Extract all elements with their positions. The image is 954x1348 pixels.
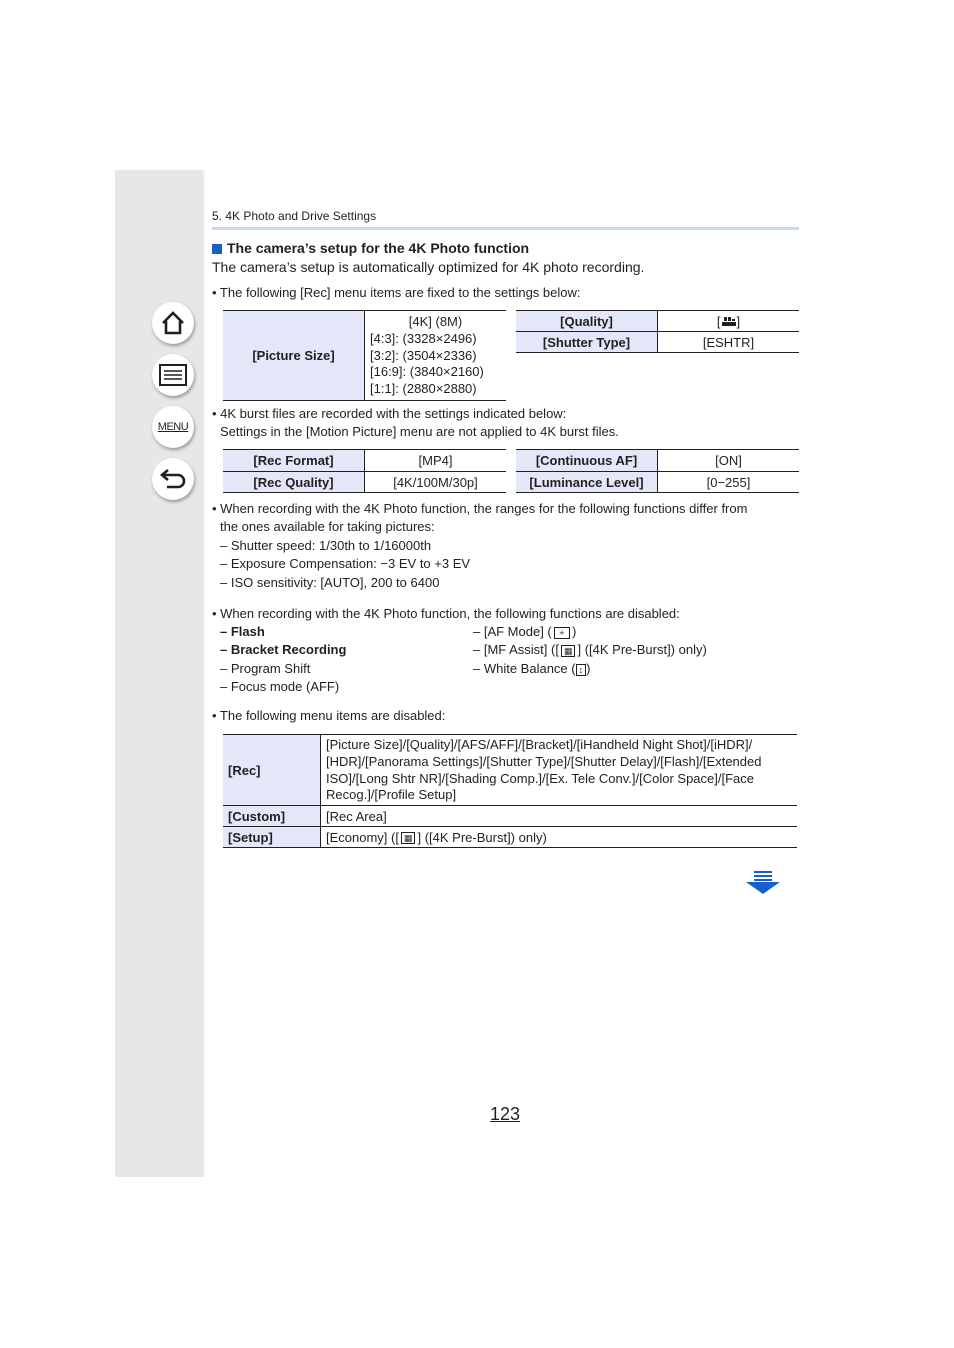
- disabled-af-mode: – [AF Mode] ( + ): [473, 624, 577, 639]
- arrow-down-icon: [746, 871, 780, 895]
- quality-table: [516, 310, 799, 353]
- mf-assist-text-end: ] ([4K Pre-Burst]) only): [577, 642, 707, 657]
- range-item: – ISO sensitivity: [AUTO], 200 to 6400: [220, 575, 440, 590]
- range-item-text: Shutter speed: 1/30th to 1/16000th: [230, 538, 432, 553]
- range-item-text: Exposure Compensation: −3 EV to +3 EV: [230, 556, 471, 571]
- return-icon: [159, 467, 187, 491]
- 4k-photo-icon: ▦: [401, 832, 416, 844]
- 4k-photo-icon: ▦: [561, 645, 576, 657]
- picture-size-value: [3:2]: (3504×2336): [370, 347, 477, 363]
- menu-button[interactable]: [152, 406, 194, 448]
- menu-label: MENU: [157, 421, 189, 433]
- contents-list-icon: [159, 364, 187, 386]
- header-rule: [212, 227, 799, 230]
- rec-quality-value: [4K/100M/30p]: [365, 472, 507, 493]
- sidebar-edge: [203, 170, 205, 1177]
- disabled-item: – Focus mode (AFF): [220, 679, 340, 694]
- disabled-item-text: Program Shift: [230, 661, 311, 676]
- quality-label: [Quality]: [516, 311, 658, 332]
- setup-menu-label: [Setup]: [223, 827, 321, 848]
- section-intro: The camera’s setup is automatically optimized for 4K photo recording.: [212, 259, 645, 275]
- disabled-bullet: • When recording with the 4K Photo function, the following functions are disabled:: [212, 606, 680, 621]
- luminance-level-value: [0−255]: [658, 472, 800, 493]
- rec-menu-label: [Rec]: [223, 735, 321, 806]
- rec-menu-items: [321, 735, 798, 806]
- picture-size-table: [223, 310, 506, 401]
- back-button[interactable]: [152, 458, 194, 500]
- quality-value: [ ]: [658, 311, 800, 332]
- disabled-item: – Flash: [220, 624, 265, 639]
- chapter-header: 5. 4K Photo and Drive Settings: [212, 209, 377, 223]
- section-title: [212, 239, 529, 257]
- mf-assist-text: [MF Assist] ([: [483, 642, 559, 657]
- ranges-bullet-line1: • When recording with the 4K Photo function, the ranges for the following functions differ from: [212, 501, 748, 516]
- rec-format-value: [MP4]: [365, 450, 507, 472]
- shutter-type-value: [ESHTR]: [658, 332, 800, 353]
- page-number: 123: [490, 1104, 521, 1124]
- range-item-text: ISO sensitivity: [AUTO], 200 to 6400: [230, 575, 440, 590]
- disabled-item: – Program Shift: [220, 661, 311, 676]
- rec-menu-line: [Picture Size]/[Quality]/[AFS/AFF]/[Bracket]/[iHandheld Night Shot]/[iHDR]/: [326, 736, 753, 752]
- white-balance-bracket-icon: ↕: [576, 664, 587, 676]
- picture-size-values: [365, 311, 507, 401]
- rec-menu-line: Recog.]/[Profile Setup]: [326, 787, 457, 803]
- range-item: – Shutter speed: 1/30th to 1/16000th: [220, 538, 432, 553]
- burst-format-table: [223, 449, 506, 493]
- picture-size-value: [4K] (8M): [408, 314, 463, 329]
- rec-menu-line: [HDR]/[Panorama Settings]/[Shutter Type]/[Shutter Delay]/[Flash]/[Extended: [326, 753, 762, 769]
- af-mode-text: [AF Mode] (: [483, 624, 552, 639]
- contents-button[interactable]: [152, 354, 194, 396]
- burst-af-table: [516, 449, 799, 493]
- disabled-menu-table: [223, 734, 797, 848]
- picture-size-label: [Picture Size]: [223, 311, 365, 401]
- picture-size-value: [4:3]: (3328×2496): [370, 330, 477, 346]
- continuous-af-label: [Continuous AF]: [516, 450, 658, 472]
- disabled-item-text: Focus mode (AFF): [230, 679, 340, 694]
- rec-format-label: [Rec Format]: [223, 450, 365, 472]
- home-button[interactable]: [152, 302, 194, 344]
- section-title-text: The camera’s setup for the 4K Photo function: [227, 240, 530, 256]
- picture-size-value: [16:9]: (3840×2160): [370, 364, 484, 380]
- white-balance-text: White Balance (: [483, 661, 576, 676]
- custom-menu-value: [Rec Area]: [321, 806, 798, 827]
- disabled-item-text: Flash: [230, 624, 265, 639]
- rec-quality-label: [Rec Quality]: [223, 472, 365, 493]
- disabled-mf-assist: – [MF Assist] ([ ▦ ] ([4K Pre-Burst]) only): [473, 642, 707, 657]
- setup-menu-value: [321, 827, 798, 848]
- next-page-button[interactable]: [746, 871, 780, 900]
- setup-value-text: [Economy] ([: [326, 829, 399, 845]
- picture-size-value: [1:1]: (2880×2880): [370, 381, 477, 397]
- shutter-type-label: [Shutter Type]: [516, 332, 658, 353]
- raw-fine-icon: [721, 316, 737, 327]
- continuous-af-value: [ON]: [658, 450, 800, 472]
- luminance-level-label: [Luminance Level]: [516, 472, 658, 493]
- burst-bullet-2: Settings in the [Motion Picture] menu are not applied to 4K burst files.: [220, 424, 619, 439]
- disabled-item-text: Bracket Recording: [230, 642, 347, 657]
- af-mode-text-end: ): [572, 624, 577, 639]
- home-icon: [160, 310, 186, 336]
- rec-fixed-bullet: • The following [Rec] menu items are fixed to the settings below:: [212, 285, 581, 300]
- af-pinpoint-icon: +: [554, 627, 570, 639]
- custom-menu-label: [Custom]: [223, 806, 321, 827]
- disabled-white-balance: – White Balance ( ↕ ): [473, 661, 591, 676]
- burst-bullet-1: • 4K burst files are recorded with the settings indicated below:: [212, 406, 567, 421]
- range-item: – Exposure Compensation: −3 EV to +3 EV: [220, 556, 471, 571]
- menu-disabled-bullet: • The following menu items are disabled:: [212, 708, 446, 723]
- setup-value-text-end: ] ([4K Pre-Burst]) only): [417, 829, 547, 845]
- blue-square-icon: [212, 244, 222, 254]
- ranges-bullet-line2: the ones available for taking pictures:: [220, 519, 435, 534]
- rec-menu-line: ISO]/[Long Shtr NR]/[Shading Comp.]/[Ex. Tele Conv.]/[Color Space]/[Face: [326, 770, 754, 786]
- white-balance-text-end: ): [586, 661, 591, 676]
- disabled-item: – Bracket Recording: [220, 642, 347, 657]
